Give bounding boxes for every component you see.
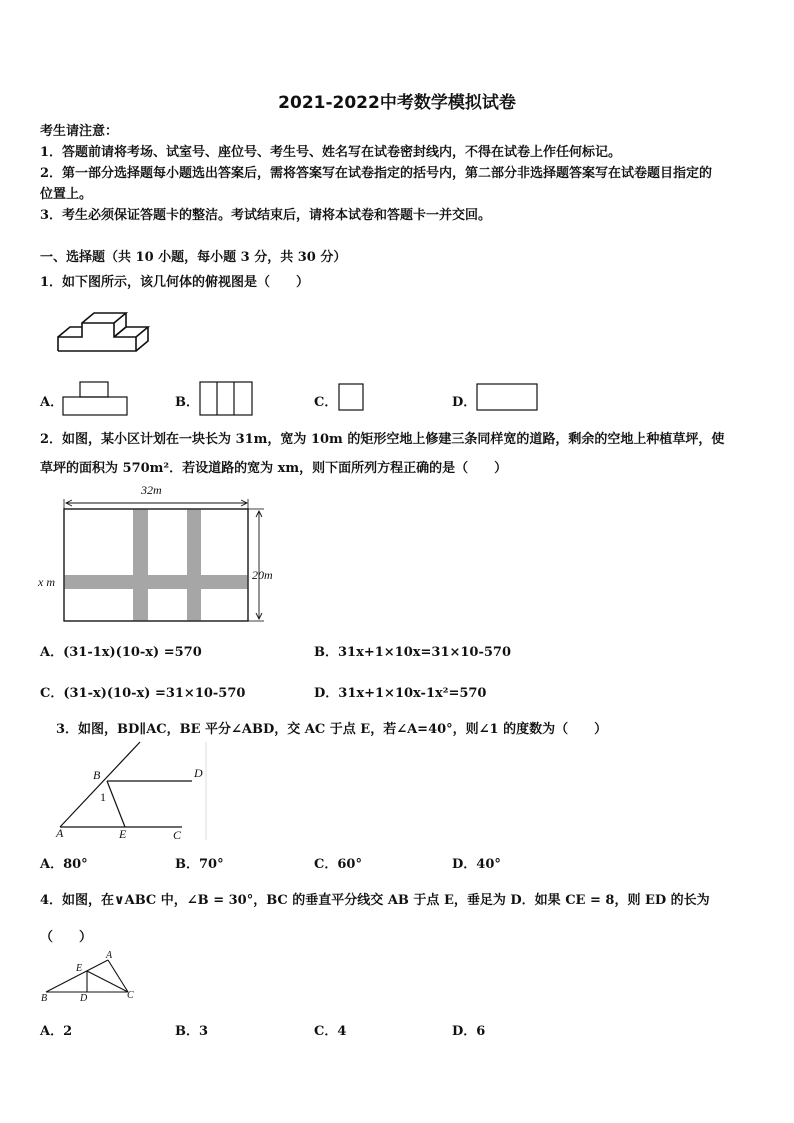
q1-option-a-figure <box>62 381 130 417</box>
q4-blank: （ ） <box>40 930 93 945</box>
q3-stem: 3．如图，BD∥AC，BE 平分∠ABD，交 AC 于点 E，若∠A=40°，则∠1 的度数为（ ） <box>56 722 608 737</box>
q3-point-e: E <box>119 827 127 841</box>
q1-option-b-figure <box>199 381 255 417</box>
q4-option-c: C．4 <box>314 1024 347 1039</box>
q4-option-a: A．2 <box>40 1024 73 1039</box>
q3-point-c: C <box>173 828 182 842</box>
section-heading: 一、选择题（共 10 小题，每小题 3 分，共 30 分） <box>40 250 347 265</box>
q2-figure <box>34 482 284 627</box>
q2-stem-line2: 草坪的面积为 570m²．若设道路的宽为 xm，则下面所列方程正确的是（ ） <box>40 461 508 476</box>
q1-solid-figure <box>56 308 156 358</box>
notice-item-1: 1．答题前请将考场、试室号、座位号、考生号、姓名写在试卷密封线内，不得在试卷上作任何标记。 <box>40 145 622 160</box>
q3-point-a: A <box>56 826 64 840</box>
q3-option-d: D．40° <box>452 857 501 872</box>
q1-option-c-figure <box>338 383 366 413</box>
q2-height-label: 20m <box>252 568 273 582</box>
q3-option-a: A．80° <box>40 857 88 872</box>
q1-stem: 1．如下图所示，该几何体的俯视图是（ ） <box>40 275 310 290</box>
notice-heading: 考生请注意： <box>40 124 119 139</box>
q3-option-b: B．70° <box>175 857 224 872</box>
notice-item-2-cont: 位置上。 <box>40 187 93 202</box>
q3-figure <box>52 742 210 842</box>
page-title: 2021-2022中考数学模拟试卷 <box>278 93 516 113</box>
q2-road-label: x m <box>38 575 55 589</box>
q2-option-d: D．31x+1×10x-1x²=570 <box>314 686 487 701</box>
q4-stem: 4．如图，在∨ABC 中，∠B = 30°，BC 的垂直平分线交 AB 于点 E，垂足为 D．如果 CE = 8，则 ED 的长为 <box>40 893 710 908</box>
q3-option-c: C．60° <box>314 857 362 872</box>
q1-label-c: C． <box>314 395 338 410</box>
q2-option-b: B．31x+1×10x=31×10-570 <box>314 645 511 660</box>
q4-point-d: D <box>80 993 88 1004</box>
q2-option-c: C．(31-x)(10-x) =31×10-570 <box>40 686 246 701</box>
q4-option-b: B．3 <box>175 1024 209 1039</box>
q1-label-d: D． <box>452 395 477 410</box>
q4-figure <box>38 948 142 1006</box>
q1-option-d-figure <box>476 383 540 413</box>
notice-item-3: 3．考生必须保证答题卡的整洁。考试结束后，请将本试卷和答题卡一并交回。 <box>40 208 492 223</box>
q4-point-b: B <box>41 993 48 1004</box>
q1-label-b: B． <box>175 395 199 410</box>
q2-stem-line1: 2．如图，某小区计划在一块长为 31m，宽为 10m 的矩形空地上修建三条同样宽的道路，剩余的空地上种植草坪，使 <box>40 432 725 447</box>
q2-option-a: A．(31-1x)(10-x) =570 <box>40 645 202 660</box>
q4-point-e: E <box>76 963 83 974</box>
q3-point-b: B <box>93 768 101 782</box>
q4-point-a: A <box>106 950 113 961</box>
notice-item-2: 2．第一部分选择题每小题选出答案后，需将答案写在试卷指定的括号内，第二部分非选择题答案写在试卷题目指定的 <box>40 166 713 181</box>
q4-point-c: C <box>127 990 134 1001</box>
q3-angle-1-label: 1 <box>100 790 106 804</box>
q2-width-label: 32m <box>141 483 162 497</box>
q4-option-d: D．6 <box>452 1024 486 1039</box>
q1-label-a: A． <box>40 395 64 410</box>
q3-point-d: D <box>194 766 203 780</box>
